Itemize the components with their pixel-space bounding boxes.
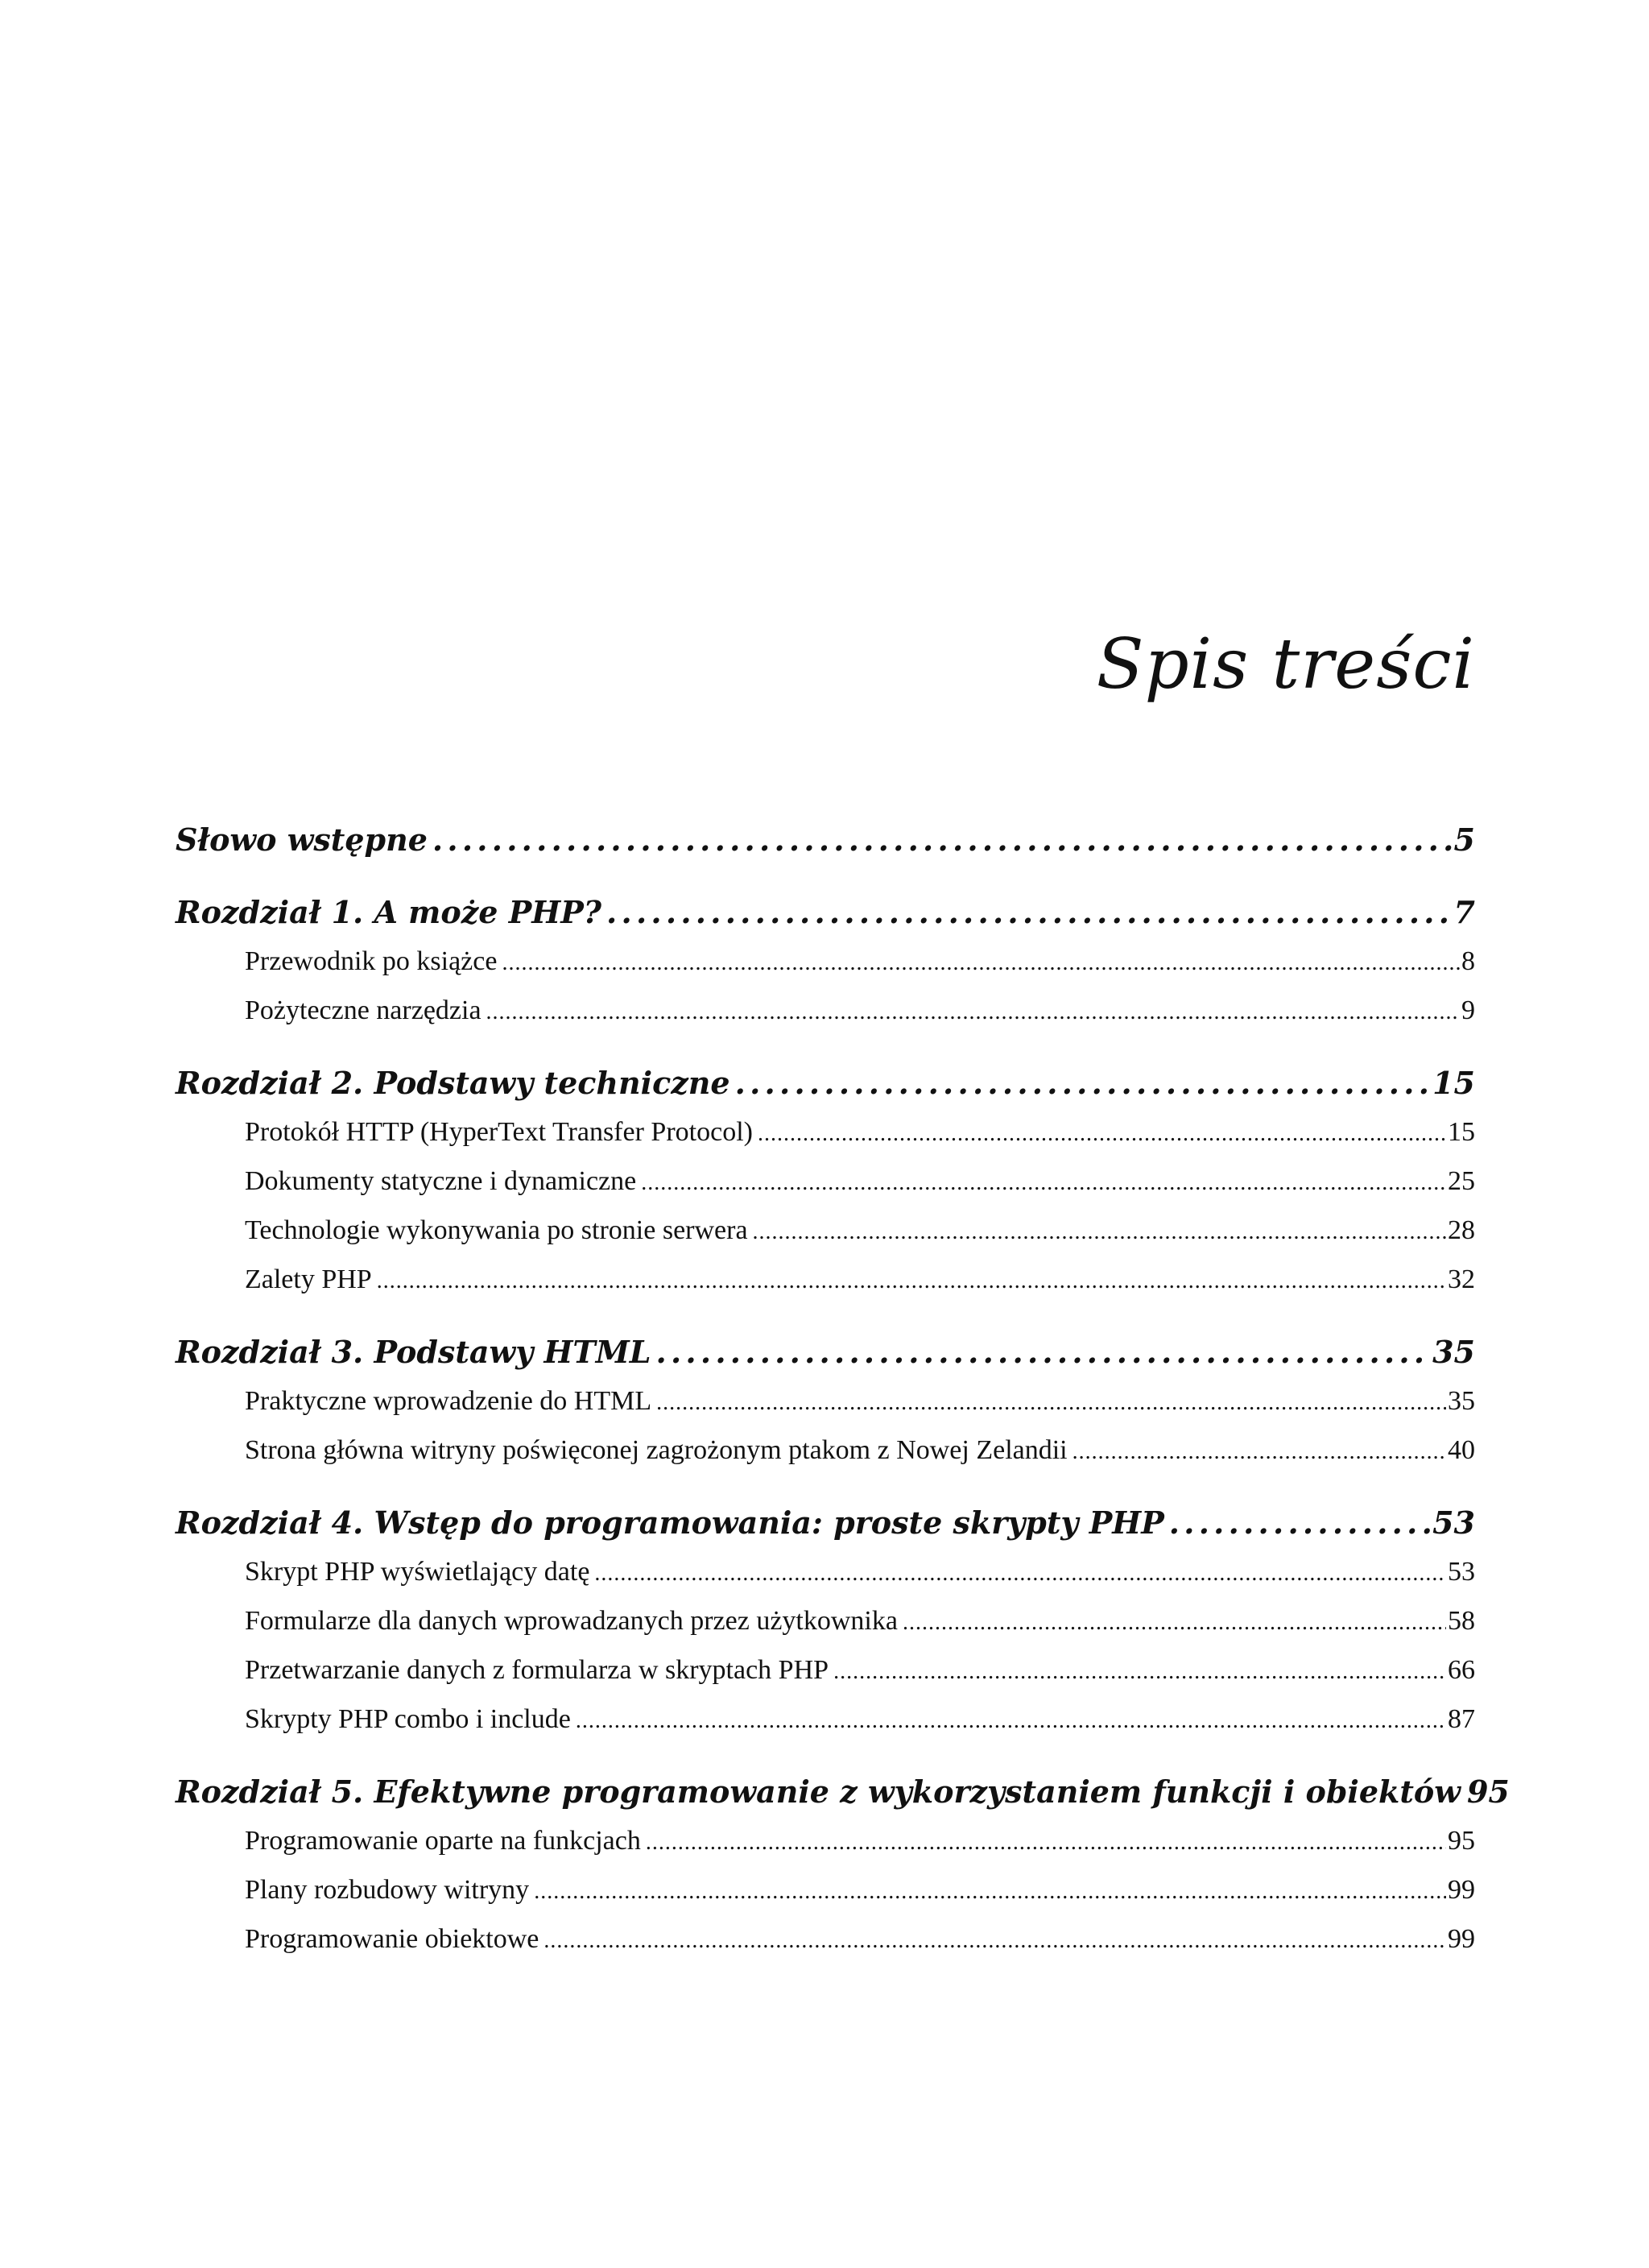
- toc-chapter-title: Rozdział 2. Podstawy techniczne: [176, 1065, 730, 1101]
- toc-section-title: Formularze dla danych wprowadzanych przez użytkownika: [245, 1606, 898, 1636]
- toc-chapter-title: Rozdział 3. Podstawy HTML: [176, 1334, 651, 1370]
- toc-chapter-page: 5: [1453, 822, 1475, 858]
- dot-leader: [735, 1059, 1432, 1107]
- toc-section-title: Plany rozbudowy witryny: [245, 1875, 530, 1905]
- toc-chapter-block: [176, 816, 1475, 864]
- dot-leader: [432, 816, 1453, 864]
- toc-section-title: Protokół HTTP (HyperText Transfer Protocol): [245, 1117, 753, 1147]
- toc-section-entry[interactable]: [176, 1914, 1475, 1964]
- toc-chapter-block: [176, 1768, 1510, 1964]
- toc-section-entry[interactable]: [176, 1107, 1475, 1157]
- toc-section-page: 35: [1448, 1386, 1475, 1416]
- toc-section-page: 95: [1448, 1826, 1475, 1856]
- toc-chapter-block: [176, 1328, 1475, 1475]
- toc-section-title: Przewodnik po książce: [245, 946, 498, 976]
- toc-section-title: Praktyczne wprowadzenie do HTML: [245, 1386, 652, 1416]
- page-title: Spis treści: [1096, 624, 1475, 705]
- toc-section-page: 28: [1448, 1215, 1475, 1245]
- toc-section-title: Technologie wykonywania po stronie serwera: [245, 1215, 748, 1245]
- toc-chapter-title: Rozdział 1. A może PHP?: [176, 894, 602, 930]
- dot-leader: [753, 1206, 1446, 1256]
- toc-section-entry[interactable]: [176, 1816, 1475, 1865]
- dot-leader: [486, 986, 1460, 1037]
- toc-section-entry[interactable]: [176, 1596, 1475, 1645]
- toc-chapter-page: 7: [1453, 894, 1475, 930]
- dot-leader: [534, 1865, 1446, 1916]
- dot-leader: [903, 1596, 1446, 1647]
- toc-section-page: 9: [1461, 995, 1475, 1025]
- toc-chapter-title: Słowo wstępne: [176, 822, 428, 858]
- toc-section-page: 40: [1448, 1435, 1475, 1465]
- toc-chapter-page: 95: [1466, 1773, 1510, 1810]
- toc-chapter-block: [176, 888, 1475, 1035]
- toc-chapter-page: 53: [1432, 1504, 1475, 1541]
- table-of-contents: [176, 816, 1510, 1988]
- dot-leader: [758, 1107, 1446, 1158]
- dot-leader: [576, 1695, 1446, 1745]
- toc-section-entry[interactable]: [176, 1645, 1475, 1695]
- dot-leader: [1169, 1499, 1431, 1547]
- dot-leader: [543, 1914, 1446, 1965]
- dot-leader: [1072, 1426, 1446, 1476]
- toc-chapter-block: [176, 1059, 1475, 1304]
- toc-section-title: Zalety PHP: [245, 1264, 372, 1294]
- toc-section-entry[interactable]: [176, 986, 1475, 1035]
- toc-chapter-entry[interactable]: [176, 888, 1475, 937]
- toc-section-entry[interactable]: [176, 937, 1475, 986]
- toc-section-page: 87: [1448, 1704, 1475, 1734]
- toc-chapter-entry[interactable]: [176, 1059, 1475, 1107]
- dot-leader: [606, 888, 1453, 937]
- dot-leader: [833, 1645, 1446, 1696]
- toc-section-page: 99: [1448, 1924, 1475, 1954]
- toc-section-page: 66: [1448, 1655, 1475, 1685]
- toc-section-title: Pożyteczne narzędzia: [245, 995, 481, 1025]
- toc-section-page: 15: [1448, 1117, 1475, 1147]
- toc-section-page: 8: [1461, 946, 1475, 976]
- toc-section-entry[interactable]: [176, 1695, 1475, 1744]
- toc-section-entry[interactable]: [176, 1206, 1475, 1255]
- toc-section-page: 32: [1448, 1264, 1475, 1294]
- toc-section-page: 53: [1448, 1557, 1475, 1587]
- toc-section-title: Skrypty PHP combo i include: [245, 1704, 571, 1734]
- toc-section-title: Strona główna witryny poświęconej zagrożonym ptakom z Nowej Zelandii: [245, 1435, 1068, 1465]
- toc-section-title: Dokumenty statyczne i dynamiczne: [245, 1166, 637, 1196]
- toc-section-title: Przetwarzanie danych z formularza w skryptach PHP: [245, 1655, 829, 1685]
- dot-leader: [594, 1547, 1446, 1598]
- dot-leader: [646, 1816, 1446, 1867]
- toc-section-title: Programowanie obiektowe: [245, 1924, 539, 1954]
- toc-section-entry[interactable]: [176, 1157, 1475, 1206]
- toc-section-page: 99: [1448, 1875, 1475, 1905]
- dot-leader: [655, 1328, 1431, 1376]
- toc-chapter-block: [176, 1499, 1475, 1744]
- toc-section-title: Skrypt PHP wyświetlający datę: [245, 1557, 590, 1587]
- toc-section-entry[interactable]: [176, 1426, 1475, 1475]
- toc-chapter-title: Rozdział 4. Wstęp do programowania: proste skrypty PHP: [176, 1504, 1164, 1541]
- toc-section-page: 25: [1448, 1166, 1475, 1196]
- dot-leader: [656, 1376, 1446, 1427]
- toc-section-entry[interactable]: [176, 1376, 1475, 1426]
- toc-chapter-entry[interactable]: [176, 1768, 1510, 1816]
- toc-section-entry[interactable]: [176, 1255, 1475, 1304]
- toc-section-page: 58: [1448, 1606, 1475, 1636]
- toc-section-entry[interactable]: [176, 1865, 1475, 1914]
- toc-section-title: Programowanie oparte na funkcjach: [245, 1826, 641, 1856]
- toc-chapter-entry[interactable]: [176, 1499, 1475, 1547]
- dot-leader: [641, 1157, 1446, 1207]
- toc-section-entry[interactable]: [176, 1547, 1475, 1596]
- dot-leader: [502, 937, 1460, 987]
- toc-chapter-entry[interactable]: [176, 816, 1475, 864]
- toc-chapter-title: Rozdział 5. Efektywne programowanie z wykorzystaniem funkcji i obiektów: [176, 1773, 1461, 1810]
- toc-chapter-page: 35: [1432, 1334, 1475, 1370]
- dot-leader: [377, 1255, 1446, 1306]
- toc-chapter-page: 15: [1432, 1065, 1475, 1101]
- toc-chapter-entry[interactable]: [176, 1328, 1475, 1376]
